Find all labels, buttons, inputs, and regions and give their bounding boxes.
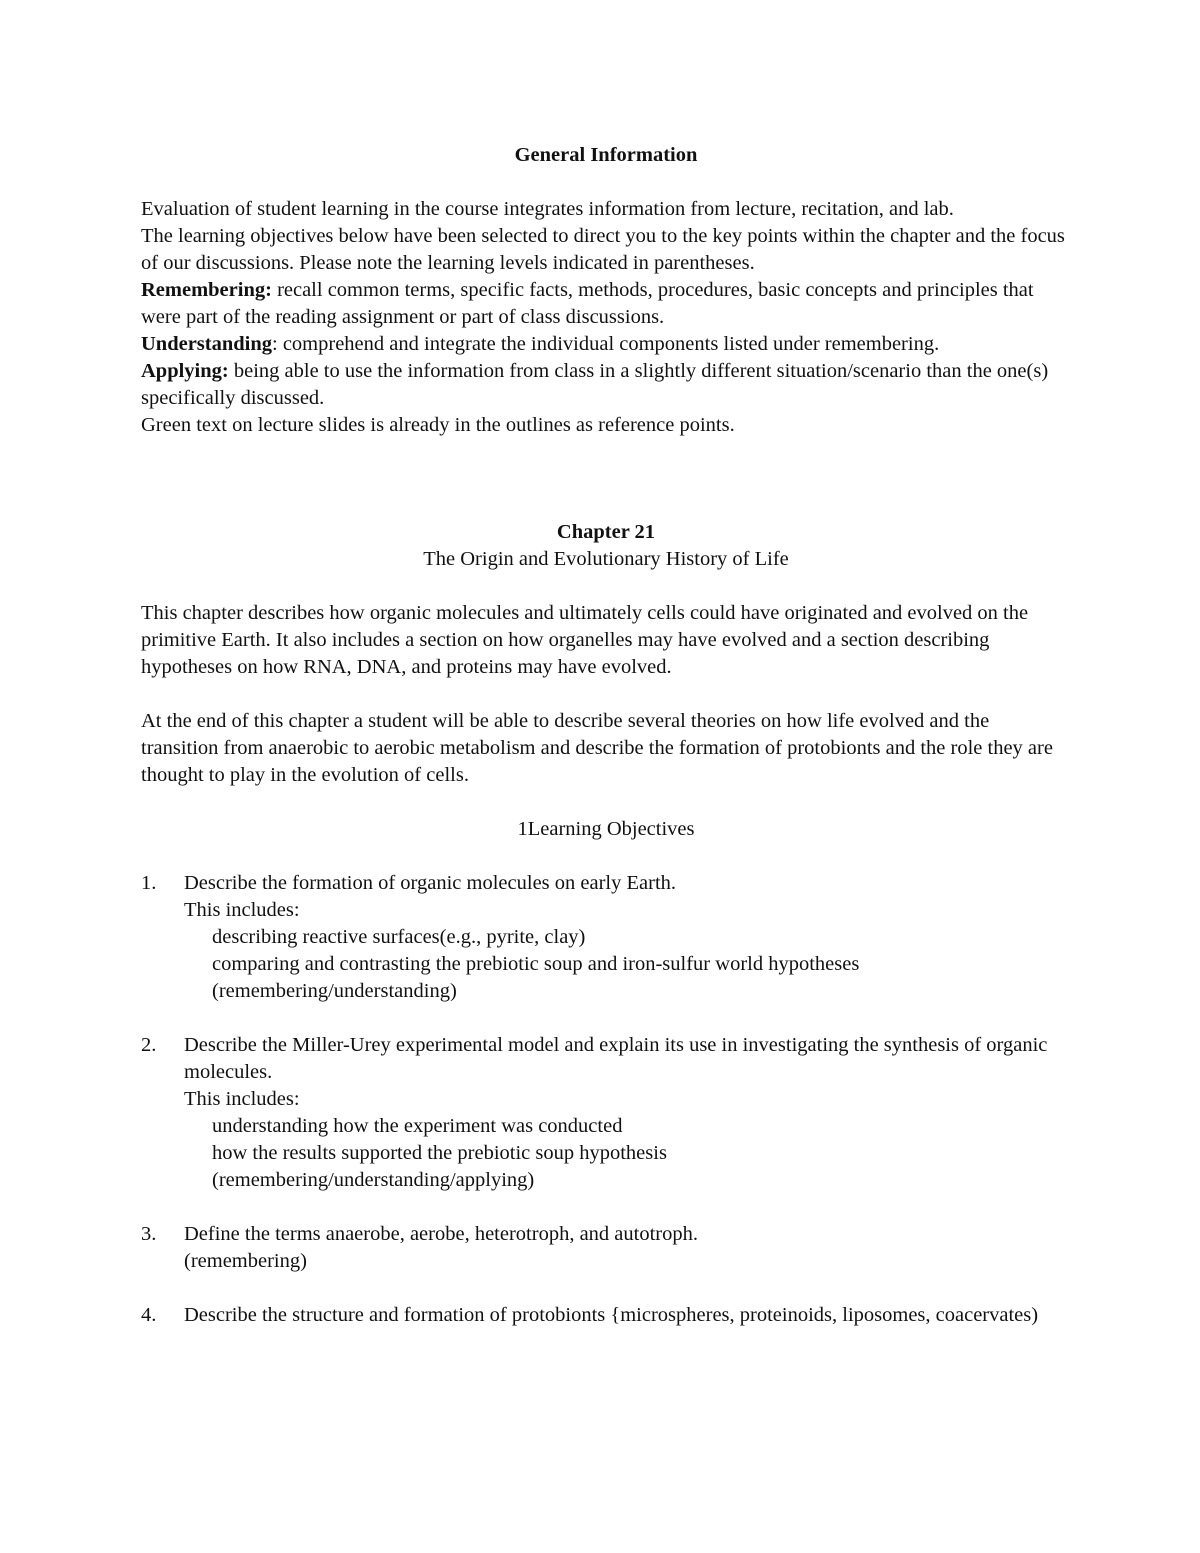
objective-item	[141, 870, 1071, 1005]
chapter-number: Chapter 21	[556, 521, 656, 543]
objectives-note: The learning objectives below have been selected to direct you to the key points within the chapter and the focus of our discussions. Please note the learning levels indicated in parentheses.	[141, 225, 1065, 274]
objective-number: 2.	[141, 1034, 157, 1056]
green-text-note: Green text on lecture slides is already in the outlines as reference points.	[141, 414, 735, 436]
general-information-heading: General Information	[514, 144, 698, 166]
learning-objectives-heading: 1Learning Objectives	[517, 818, 695, 840]
level-desc: : comprehend and integrate the individual components listed under remembering.	[272, 333, 940, 355]
objective-subitem: (remembering/understanding)	[212, 980, 457, 1002]
objective-includes: This includes:	[184, 899, 300, 921]
objective-item	[141, 1032, 1071, 1194]
objective-text: Define the terms anaerobe, aerobe, heterotroph, and autotroph.	[184, 1223, 698, 1245]
intro-paragraph: Evaluation of student learning in the course integrates information from lecture, recitation, and lab.	[141, 198, 954, 220]
objective-number: 3.	[141, 1223, 157, 1245]
objective-number: 4.	[141, 1304, 157, 1326]
objective-subitem: comparing and contrasting the prebiotic soup and iron-sulfur world hypotheses	[212, 953, 860, 975]
objective-text: Describe the Miller-Urey experimental model and explain its use in investigating the synthesis of organic molecules.	[184, 1034, 1048, 1083]
objective-item	[141, 1302, 1071, 1329]
level-understanding	[141, 331, 1071, 358]
objective-subitem: understanding how the experiment was conducted	[212, 1115, 623, 1137]
level-remembering	[141, 277, 1071, 331]
objective-item	[141, 1221, 1071, 1275]
level-desc: being able to use the information from class in a slightly different situation/scenario than the one(s) specifically discussed.	[141, 360, 1049, 409]
objective-subitem: (remembering/understanding/applying)	[212, 1169, 535, 1191]
level-applying	[141, 358, 1071, 412]
objective-number: 1.	[141, 872, 157, 894]
chapter-outcome: At the end of this chapter a student will be able to describe several theories on how life evolved and the transition from anaerobic to aerobic metabolism and describe the formation of protobionts and the role they are thought to play in the evolution of cells.	[141, 710, 1053, 786]
objective-includes: This includes:	[184, 1088, 300, 1110]
objective-text: Describe the formation of organic molecules on early Earth.	[184, 872, 677, 894]
objective-level: (remembering)	[184, 1250, 307, 1272]
level-term: Remembering:	[141, 279, 272, 301]
document-content	[141, 142, 1071, 1329]
objective-subitem: describing reactive surfaces(e.g., pyrite, clay)	[212, 926, 586, 948]
chapter-title: The Origin and Evolutionary History of Life	[423, 548, 789, 570]
objective-subitem: how the results supported the prebiotic soup hypothesis	[212, 1142, 667, 1164]
level-term: Applying:	[141, 360, 229, 382]
chapter-description: This chapter describes how organic molecules and ultimately cells could have originated and evolved on the primitive Earth. It also includes a section on how organelles may have evolved and a section describing hypotheses on how RNA, DNA, and proteins may have evolved.	[141, 602, 1029, 678]
level-desc: recall common terms, specific facts, methods, procedures, basic concepts and principles that were part of the reading assignment or part of class discussions.	[141, 279, 1034, 328]
objective-text: Describe the structure and formation of protobionts {microspheres, proteinoids, liposomes, coacervates)	[184, 1304, 1039, 1326]
level-term: Understanding	[141, 333, 273, 355]
